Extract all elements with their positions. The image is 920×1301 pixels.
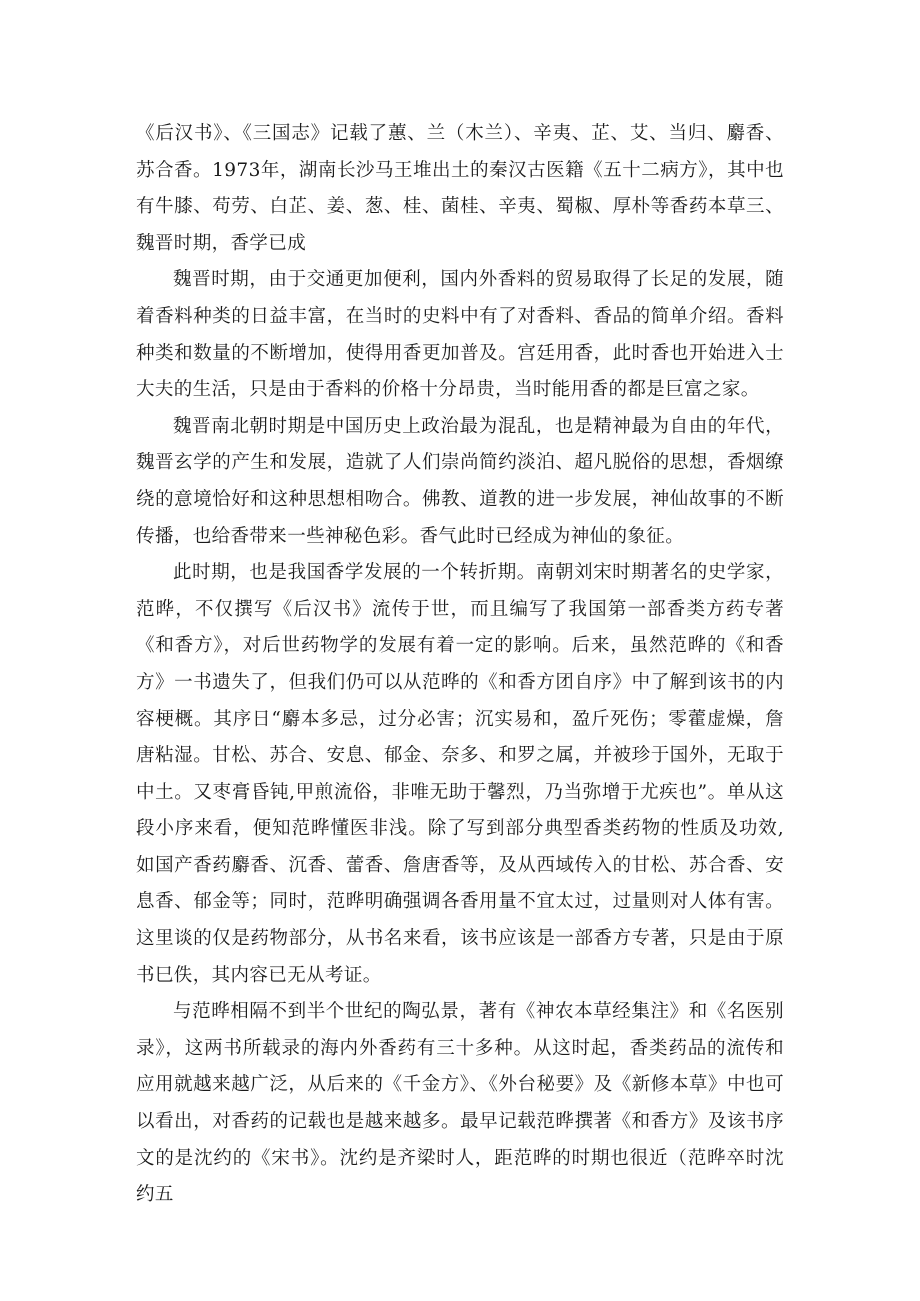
paragraph-4: 此时期，也是我国香学发展的一个转折期。南朝刘宋时期著名的史学家，范晔，不仅撰写《后汉书》流传于世，而且编写了我国第一部香类方药专著《和香方》，对后世药物学的发展有着一定的影响。后来，虽然范晔的《和香方》一书遗失了，但我们仍可以从范晔的《和香方团自序》中了解到该书的内容梗概。其序日“麝本多忌，过分必害；沉实易和，盈斤死伤；零藿虚燥，詹唐粘湿。甘松、苏合、安息、郁金、奈多、和罗之属，并被珍于国外，无取于中土。又枣膏昏钝,甲煎流俗，非唯无助于馨烈，乃当弥增于尤疾也”。单从这段小序来看，便知范晔懂医非浅。除了写到部分典型香类药物的性质及功效,如国产香药麝香、沉香、蕾香、詹唐香等，及从西域传入的甘松、苏合香、安息香、郁金等；同时，范晔明确强调各香用量不宜太过，过量则对人体有害。这里谈的仅是药物部分，从书名来看，该书应该是一部香方专著，只是由于原书巳佚，其内容已无从考证。 — [136, 562, 784, 986]
paragraph-1: 《后汉书》、《三国志》记载了蕙、兰（木兰）、辛夷、芷、艾、当归、麝香、苏合香。1973年，湖南长沙马王堆出土的秦汉古医籍《五十二病方》，其中也有牛膝、苟劳、白芷、姜、葱、桂、菌桂、辛夷、蜀椒、厚朴等香药本草三、魏晋时期，香学已成 — [136, 123, 784, 254]
paragraph-5: 与范晔相隔不到半个世纪的陶弘景，著有《神农本草经集注》和《名医别录》，这两书所载录的海内外香药有三十多种。从这时起，香类药品的流传和应用就越来越广泛，从后来的《千金方》、《外台秘要》及《新修本草》中也可以看出，对香药的记载也是越来越多。最早记载范晔撰著《和香方》及该书序文的是沈约的《宋书》。沈约是齐梁时人，距范晔的时期也很近（范晔卒时沈约五 — [136, 1001, 784, 1206]
paragraph-2: 魏晋时期，由于交通更加便利，国内外香料的贸易取得了长足的发展，随着香料种类的日益丰富，在当时的史料中有了对香料、香品的简单介绍。香料种类和数量的不断增加，使得用香更加普及。宫廷用香，此时香也开始进入士大夫的生活，只是由于香料的价格十分昂贵，当时能用香的都是巨富之家。 — [136, 269, 784, 401]
document-page — [136, 116, 784, 1214]
paragraph-3: 魏晋南北朝时期是中国历史上政治最为混乱，也是精神最为自由的年代，魏晋玄学的产生和发展，造就了人们崇尚简约淡泊、超凡脱俗的思想，香烟缭绕的意境恰好和这种思想相吻合。佛教、道教的进一步发展，神仙故事的不断传播，也给香带来一些神秘色彩。香气此时已经成为神仙的象征。 — [136, 415, 784, 547]
